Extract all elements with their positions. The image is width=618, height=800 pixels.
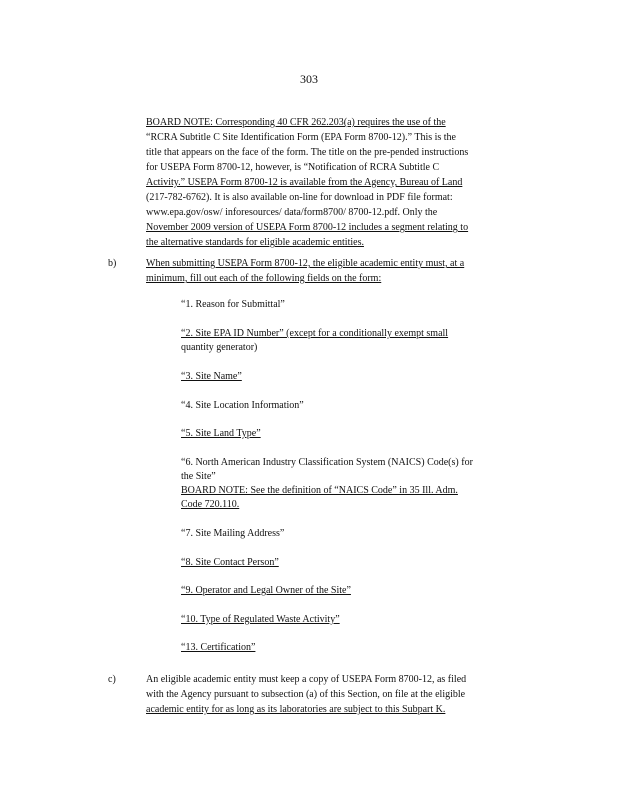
board-note-line: www.epa.gov/osw/ inforesources/ data/form8700/ 8700-12.pdf. Only the: [146, 207, 438, 218]
board-note-line: “RCRA Subtitle C Site Identification Form (EPA Form 8700-12).” This is the: [146, 132, 456, 143]
subsection-b-marker: b): [108, 258, 117, 269]
form-field-item: [181, 527, 531, 541]
form-field-item: [181, 584, 531, 598]
form-field-line: “7. Site Mailing Address”: [181, 528, 285, 539]
form-field-line: “1. Reason for Submittal”: [181, 299, 285, 310]
form-field-item: [181, 327, 531, 355]
form-field-item: [181, 399, 531, 413]
form-field-item: [181, 456, 531, 512]
form-field-line: “6. North American Industry Classification System (NAICS) Code(s) for: [181, 457, 473, 468]
form-field-line: the Site”: [181, 471, 216, 482]
board-note-line: (217-782-6762). It is also available on-line for download in PDF file format:: [146, 192, 453, 203]
form-field-item: [181, 556, 531, 570]
form-field-item: [181, 427, 531, 441]
board-note-line: BOARD NOTE: Corresponding 40 CFR 262.203(a) requires the use of the: [146, 117, 446, 128]
subsection-b-line: minimum, fill out each of the following fields on the form:: [146, 273, 382, 284]
subsection-c-line: An eligible academic entity must keep a copy of USEPA Form 8700-12, as filed: [146, 674, 467, 685]
subsection-b-line: When submitting USEPA Form 8700-12, the eligible academic entity must, at a: [146, 258, 465, 269]
board-note-line: Activity.” USEPA Form 8700-12 is available from the Agency, Bureau of Land: [146, 177, 463, 188]
board-note-line: the alternative standards for eligible academic entities.: [146, 237, 364, 248]
board-note-line: for USEPA Form 8700-12, however, is “Notification of RCRA Subtitle C: [146, 162, 440, 173]
form-field-item: [181, 641, 531, 655]
form-field-line: Code 720.110.: [181, 499, 240, 510]
form-field-line: “2. Site EPA ID Number” (except for a conditionally exempt small: [181, 328, 449, 339]
subsection-b-text: [146, 256, 534, 286]
form-field-line: “3. Site Name”: [181, 371, 242, 382]
form-field-line: BOARD NOTE: See the definition of “NAICS Code” in 35 Ill. Adm.: [181, 485, 458, 496]
board-note-line: November 2009 version of USEPA Form 8700-12 includes a segment relating to: [146, 222, 469, 233]
form-field-item: [181, 613, 531, 627]
form-field-line: “4. Site Location Information”: [181, 400, 304, 411]
form-field-line: “13. Certification”: [181, 642, 256, 653]
form-field-item: [181, 370, 531, 384]
form-field-line: “10. Type of Regulated Waste Activity”: [181, 614, 340, 625]
form-field-line: “8. Site Contact Person”: [181, 557, 279, 568]
subsection-c-line: with the Agency pursuant to subsection (a) of this Section, on file at the eligible: [146, 689, 466, 700]
form-field-line: “9. Operator and Legal Owner of the Site”: [181, 585, 351, 596]
board-note-line: title that appears on the face of the form. The title on the pre-pended instructions: [146, 147, 469, 158]
form-field-item: [181, 298, 531, 312]
form-field-line: “5. Site Land Type”: [181, 428, 261, 439]
board-note: [146, 115, 534, 250]
page-number: 303: [300, 72, 318, 86]
form-field-line: quantity generator): [181, 342, 258, 353]
subsection-c-text: [146, 672, 526, 717]
subsection-c-marker: c): [108, 674, 116, 685]
subsection-c-line: academic entity for as long as its laboratories are subject to this Subpart K.: [146, 704, 446, 715]
